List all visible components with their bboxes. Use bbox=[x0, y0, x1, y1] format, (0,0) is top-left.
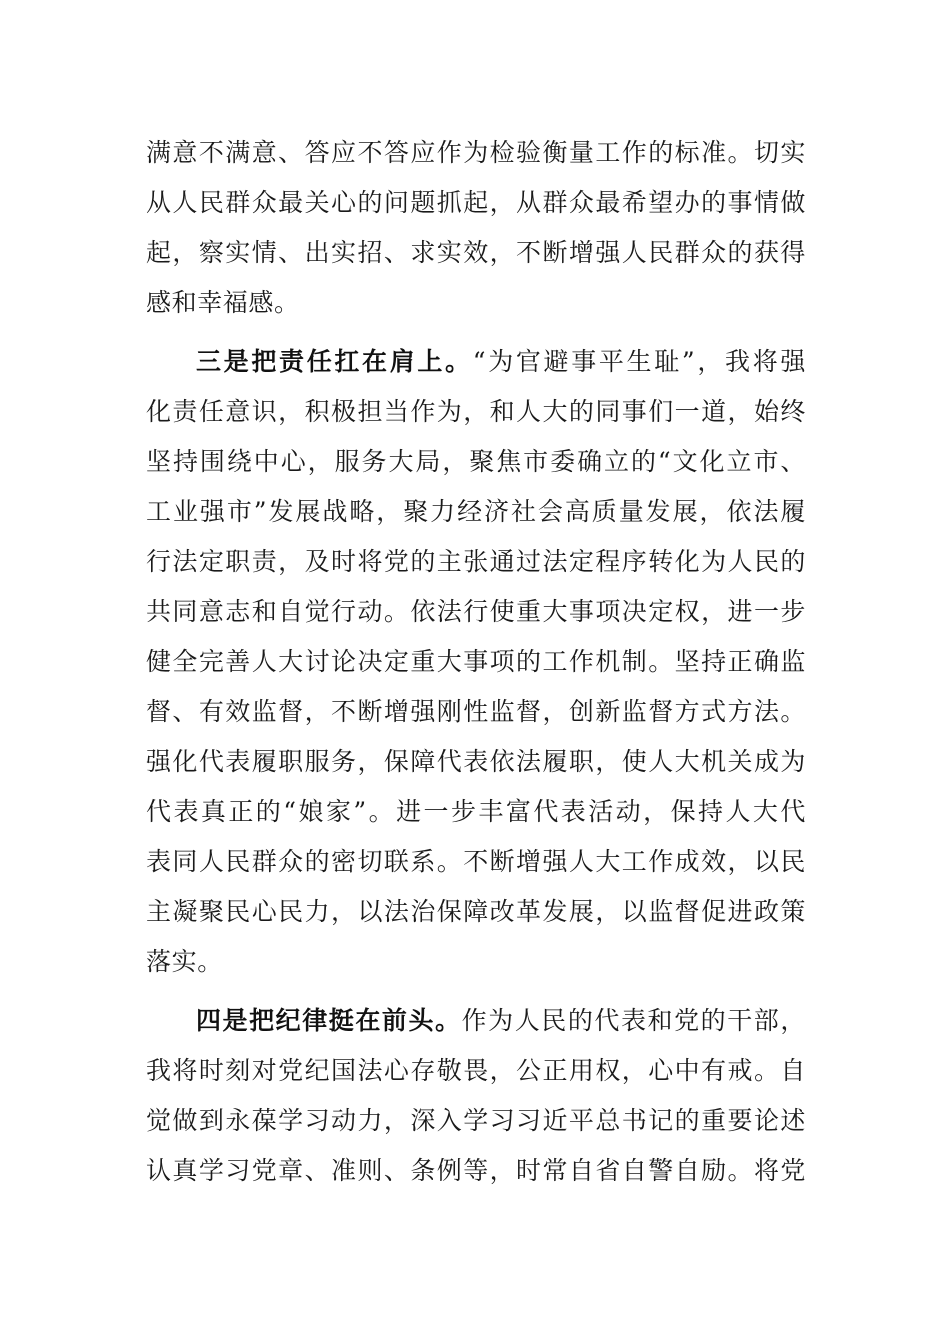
text-line: 工业强市”发展战略，聚力经济社会高质量发展，依法履 bbox=[146, 497, 806, 526]
text-line: 健全完善人大讨论决定重大事项的工作机制。坚持正确监 bbox=[146, 647, 806, 676]
text-line: 起，察实情、出实招、求实效，不断增强人民群众的获得 bbox=[146, 238, 806, 267]
paragraph-lead-heading: 三是把责任扛在肩上。 bbox=[196, 347, 473, 376]
first-line bbox=[146, 337, 806, 387]
text-line: 强化代表履职服务，保障代表依法履职，使人大机关成为 bbox=[146, 747, 806, 776]
first-line-text: “为官避事平生耻”，我将强 bbox=[472, 347, 806, 376]
text-line: 行法定职责，及时将党的主张通过法定程序转化为人民的 bbox=[146, 547, 806, 576]
text-line: 督、有效监督，不断增强刚性监督，创新监督方式方法。 bbox=[146, 697, 806, 726]
paragraph-1 bbox=[146, 128, 806, 328]
text-line: 觉做到永葆学习动力，深入学习习近平总书记的重要论述 bbox=[146, 1106, 806, 1135]
paragraph-2 bbox=[146, 337, 806, 987]
text-line: 落实。 bbox=[146, 947, 223, 976]
first-line bbox=[146, 996, 806, 1046]
paragraph-lead-heading: 四是把纪律挺在前头。 bbox=[196, 1006, 462, 1035]
text-line: 主凝聚民心民力，以法治保障改革发展，以监督促进政策 bbox=[146, 897, 806, 926]
first-line-text: 作为人民的代表和党的干部， bbox=[461, 1006, 806, 1035]
text-line: 代表真正的“娘家”。进一步丰富代表活动，保持人大代 bbox=[146, 797, 806, 826]
text-line: 坚持围绕中心，服务大局，聚焦市委确立的“文化立市、 bbox=[146, 447, 806, 476]
text-line: 化责任意识，积极担当作为，和人大的同事们一道，始终 bbox=[146, 397, 806, 426]
text-line: 感和幸福感。 bbox=[146, 288, 300, 317]
text-line: 满意不满意、答应不答应作为检验衡量工作的标准。切实 bbox=[146, 138, 806, 167]
text-line: 认真学习党章、准则、条例等，时常自省自警自励。将党 bbox=[146, 1156, 806, 1185]
text-line: 我将时刻对党纪国法心存敬畏，公正用权，心中有戒。自 bbox=[146, 1056, 806, 1085]
text-line: 共同意志和自觉行动。依法行使重大事项决定权，进一步 bbox=[146, 597, 806, 626]
paragraph-3 bbox=[146, 996, 806, 1196]
text-line: 表同人民群众的密切联系。不断增强人大工作成效，以民 bbox=[146, 847, 806, 876]
text-line: 从人民群众最关心的问题抓起，从群众最希望办的事情做 bbox=[146, 188, 806, 217]
